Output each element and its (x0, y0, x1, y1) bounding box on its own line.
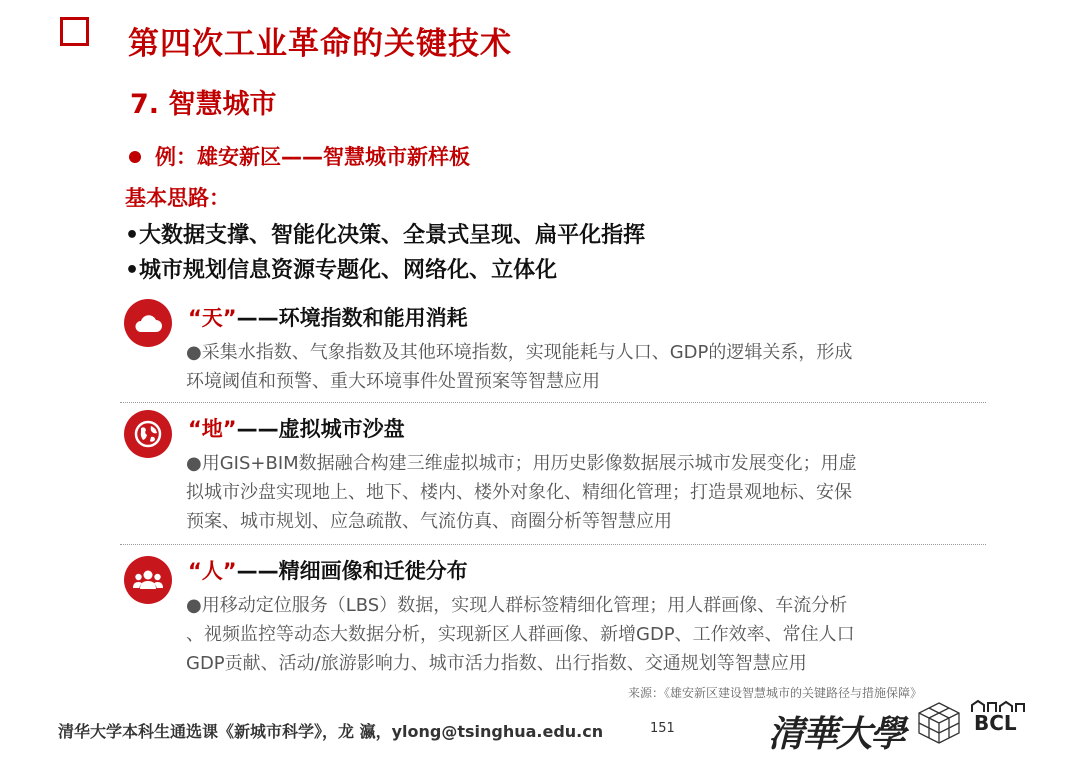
bcl-logo-text: BCL (974, 711, 1017, 735)
section-title-text: ——环境指数和能用消耗 (236, 306, 468, 330)
tsinghua-logo: 清華大學 (768, 713, 905, 755)
section-body-line: ●采集水指数、气象指数及其他环境指数，实现能耗与人口、GDP的逻辑关系，形成 (186, 342, 853, 363)
basic-idea-line: •城市规划信息资源专题化、网络化、立体化 (125, 258, 558, 283)
section-body-line: ●用GIS+BIM数据融合构建三维虚拟城市；用历史影像数据展示城市发展变化；用虚 (186, 453, 857, 474)
section-body-line: 拟城市沙盘实现地上、地下、楼内、楼外对象化、精细化管理；打造景观地标、安保 (186, 482, 852, 503)
basic-idea-line: •大数据支撑、智能化决策、全景式呈现、扁平化指挥 (125, 223, 646, 248)
page-number: 151 (650, 721, 675, 736)
basic-ideas-title: 基本思路： (125, 186, 230, 210)
example-heading: 例：雄安新区——智慧城市新样板 (155, 145, 470, 169)
course-footer: 清华大学本科生通选课《新城市科学》，龙 瀛，ylong@tsinghua.edu.cn (58, 722, 604, 741)
section-body-line: 预案、城市规划、应急疏散、气流仿真、商圈分析等智慧应用 (186, 511, 672, 532)
section-quote: “人” (188, 559, 237, 583)
source-note: 来源：《雄安新区建设智慧城市的关键路径与措施保障》 (628, 686, 923, 700)
section-body (186, 449, 857, 536)
section-body-line: ●用移动定位服务（LBS）数据，实现人群标签精细化管理；用人群画像、车流分析 (186, 595, 848, 616)
divider (120, 544, 986, 545)
divider (120, 402, 986, 403)
section-quote: “天” (188, 306, 237, 330)
bullet-dot-icon (129, 151, 141, 163)
section-title-text: ——精细画像和迁徙分布 (236, 559, 468, 583)
section-body-line: GDP贡献、活动/旅游影响力、城市活力指数、出行指数、交通规划等智慧应用 (186, 653, 807, 674)
section-title (188, 413, 405, 443)
section-body (186, 338, 852, 396)
section-title (188, 302, 468, 332)
section-body-line: 环境阈值和预警、重大环境事件处置预案等智慧应用 (186, 371, 600, 392)
section-title-text: ——虚拟城市沙盘 (236, 417, 405, 441)
title-square-icon (60, 17, 89, 46)
people-icon (124, 556, 172, 604)
section-quote: “地” (188, 417, 237, 441)
cloud-icon (124, 299, 172, 347)
page-title: 第四次工业革命的关键技术 (128, 26, 512, 62)
section-subtitle: 7. 智慧城市 (130, 89, 277, 120)
section-title (188, 555, 468, 585)
globe-icon (124, 410, 172, 458)
section-body-line: 、视频监控等动态大数据分析，实现新区人群画像、新增GDP、工作效率、常住人口 (186, 624, 855, 645)
cube-logo-icon (915, 701, 963, 749)
section-body (186, 591, 855, 678)
